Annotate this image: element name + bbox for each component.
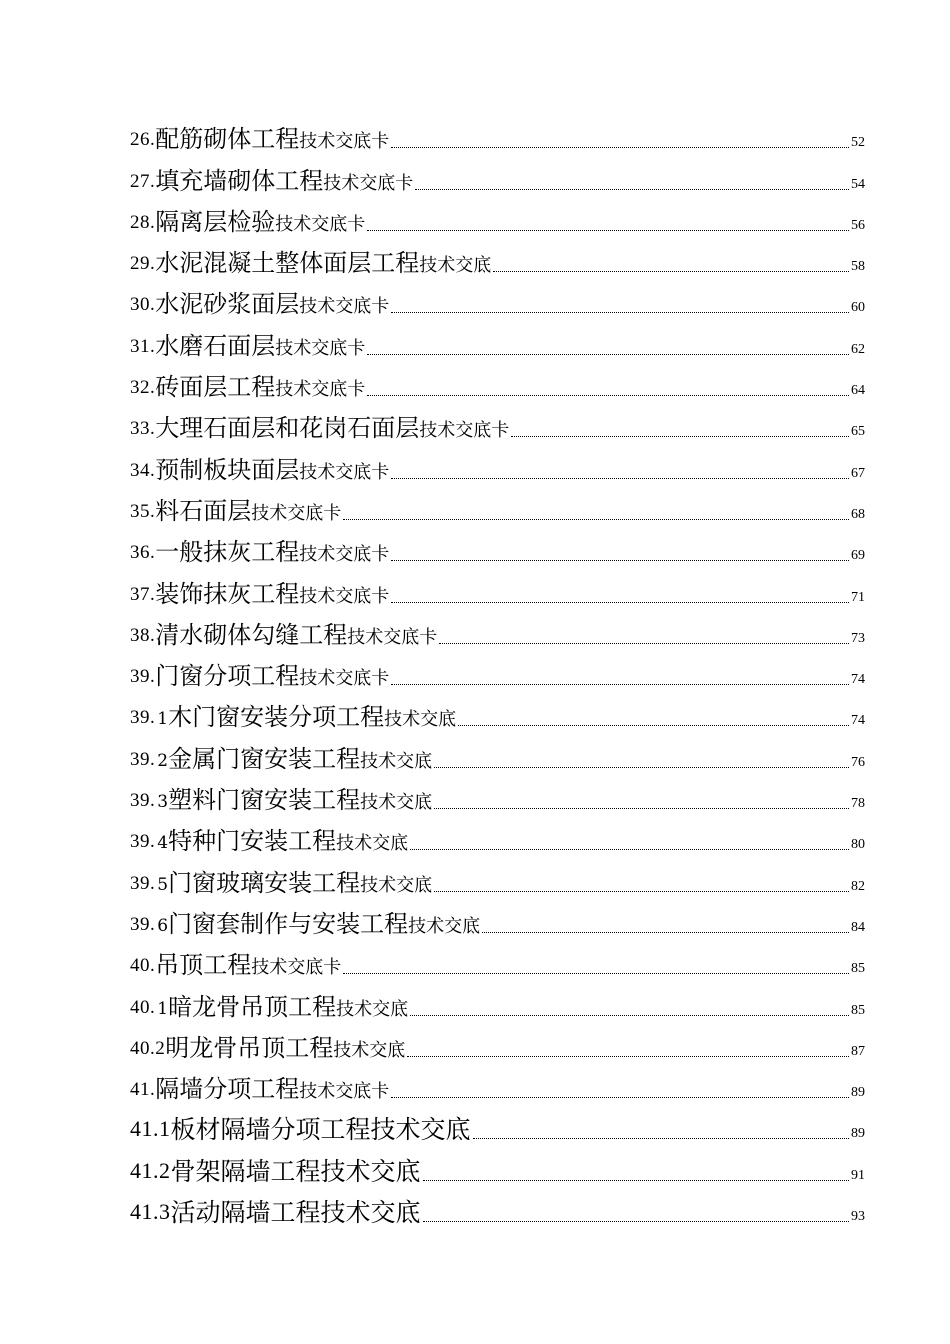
- toc-entry-number: 40.: [130, 996, 156, 1018]
- toc-entry-suffix: 技术交底卡: [275, 213, 366, 235]
- toc-entry-number: 29.: [130, 253, 156, 275]
- toc-entry-page: 80: [851, 837, 865, 853]
- toc-entry-number: 38.: [130, 624, 156, 646]
- toc-entry-suffix: 技术交底卡: [251, 957, 342, 979]
- toc-entry-page: 60: [851, 300, 865, 316]
- toc-entry-suffix: 技术交底卡: [275, 337, 366, 359]
- dot-leader: [391, 560, 849, 561]
- toc-entry-title: 活动隔墙工程: [170, 1198, 321, 1228]
- toc-entry-subnumber: 1: [157, 709, 169, 730]
- toc-entry-number: 31.: [130, 335, 156, 357]
- toc-entry-page: 84: [851, 919, 865, 935]
- toc-entry-suffix: 技术交底: [336, 998, 409, 1020]
- toc-entry-suffix: 技术交底卡: [299, 461, 390, 483]
- toc-entry[interactable]: [130, 444, 865, 485]
- toc-entry[interactable]: [130, 899, 865, 940]
- toc-entry-number: 39.: [130, 666, 156, 688]
- toc-entry-suffix: 技术交底: [408, 915, 481, 937]
- toc-entry-suffix: 技术交底卡: [251, 502, 342, 524]
- dot-leader: [391, 1097, 849, 1098]
- toc-entry-suffix: 技术交底卡: [347, 626, 438, 648]
- toc-entry-number: 41.1: [130, 1116, 171, 1142]
- toc-entry-page: 73: [851, 630, 865, 646]
- toc-entry-subnumber: 1: [157, 998, 169, 1019]
- toc-entry-title: 骨架隔墙工程: [170, 1156, 321, 1186]
- toc-entry-page: 74: [851, 713, 865, 729]
- toc-entry-page: 93: [851, 1209, 865, 1225]
- toc-entry-title: 大理石面层和花岗石面层: [155, 414, 420, 443]
- toc-entry-title: 暗龙骨吊顶工程: [168, 992, 337, 1021]
- toc-entry-suffix: 技术交底: [320, 1156, 421, 1186]
- table-of-contents: [130, 114, 865, 1229]
- toc-entry-page: 76: [851, 754, 865, 770]
- toc-entry[interactable]: [130, 362, 865, 403]
- toc-entry-title: 一般抹灰工程: [155, 538, 300, 567]
- toc-entry[interactable]: [130, 1146, 865, 1187]
- toc-entry-number: 39.: [130, 748, 156, 770]
- toc-entry-subnumber: 5: [157, 874, 169, 895]
- toc-entry-number: 28.: [130, 211, 156, 233]
- toc-entry-suffix: 技术交底: [320, 1198, 421, 1228]
- dot-leader: [415, 189, 849, 190]
- toc-entry-suffix: 技术交底: [360, 750, 433, 772]
- toc-entry[interactable]: [130, 1105, 865, 1146]
- toc-entry-title: 塑料门窗安装工程: [168, 786, 361, 815]
- toc-entry-title: 砖面层工程: [155, 373, 276, 402]
- toc-entry[interactable]: [130, 403, 865, 444]
- toc-entry-title: 水泥混凝土整体面层工程: [155, 249, 420, 278]
- toc-entry-suffix: 技术交底: [360, 874, 433, 896]
- toc-entry[interactable]: [130, 692, 865, 733]
- dot-leader: [423, 1180, 849, 1181]
- toc-entry-number: 35.: [130, 500, 156, 522]
- toc-entry-suffix: 技术交底卡: [299, 296, 390, 318]
- toc-entry[interactable]: [130, 527, 865, 568]
- toc-entry-title: 隔离层检验: [155, 207, 276, 236]
- dot-leader: [434, 767, 849, 768]
- toc-entry-page: 74: [851, 672, 865, 688]
- toc-entry-page: 52: [851, 135, 865, 151]
- toc-entry[interactable]: [130, 279, 865, 320]
- toc-entry-title: 门窗玻璃安装工程: [168, 868, 361, 897]
- toc-entry-number: 34.: [130, 459, 156, 481]
- toc-entry-title: 板材隔墙分项工程技术交底: [170, 1115, 471, 1145]
- toc-entry-page: 89: [851, 1085, 865, 1101]
- toc-entry-suffix: 技术交底: [419, 255, 492, 277]
- toc-entry[interactable]: [130, 651, 865, 692]
- toc-entry-page: 65: [851, 424, 865, 440]
- toc-entry-number: 41.3: [130, 1199, 171, 1225]
- toc-entry-number: 27.: [130, 170, 156, 192]
- toc-entry-number: 33.: [130, 418, 156, 440]
- toc-entry-number: 39.: [130, 872, 156, 894]
- toc-entry-title: 金属门窗安装工程: [168, 744, 361, 773]
- dot-leader: [434, 808, 849, 809]
- dot-leader: [410, 849, 849, 850]
- dot-leader: [391, 478, 849, 479]
- dot-leader: [367, 395, 849, 396]
- toc-entry-number: 40.: [130, 955, 156, 977]
- toc-entry-page: 71: [851, 589, 865, 605]
- dot-leader: [367, 354, 849, 355]
- toc-entry-suffix: 技术交底卡: [299, 668, 390, 690]
- toc-entry[interactable]: [130, 1064, 865, 1105]
- toc-entry-suffix: 技术交底卡: [299, 544, 390, 566]
- toc-entry-title: 填充墙砌体工程: [155, 166, 324, 195]
- dot-leader: [423, 1221, 849, 1222]
- dot-leader: [391, 684, 849, 685]
- toc-entry[interactable]: [130, 114, 865, 155]
- dot-leader: [458, 725, 849, 726]
- dot-leader: [439, 643, 849, 644]
- toc-entry-title: 木门窗安装分项工程: [168, 703, 385, 732]
- toc-entry-suffix: 技术交底卡: [275, 379, 366, 401]
- toc-entry-page: 64: [851, 383, 865, 399]
- toc-entry-suffix: 技术交底: [384, 709, 457, 731]
- toc-entry-title: 清水砌体勾缝工程: [155, 620, 348, 649]
- toc-entry-page: 62: [851, 341, 865, 357]
- dot-leader: [493, 271, 849, 272]
- toc-entry[interactable]: [130, 981, 865, 1022]
- toc-entry-page: 67: [851, 465, 865, 481]
- toc-entry-title: 特种门安装工程: [168, 827, 337, 856]
- toc-entry-page: 85: [851, 961, 865, 977]
- toc-entry[interactable]: [130, 155, 865, 196]
- toc-entry[interactable]: [130, 568, 865, 609]
- toc-entry-page: 91: [851, 1167, 865, 1183]
- dot-leader: [407, 1056, 849, 1057]
- toc-entry-title: 装饰抹灰工程: [155, 579, 300, 608]
- toc-entry-number: 32.: [130, 377, 156, 399]
- toc-entry-title: 水磨石面层: [155, 331, 276, 360]
- toc-entry-suffix: 技术交底: [360, 792, 433, 814]
- toc-entry-page: 85: [851, 1002, 865, 1018]
- dot-leader: [482, 932, 849, 933]
- toc-entry[interactable]: [130, 238, 865, 279]
- dot-leader: [367, 230, 849, 231]
- toc-entry[interactable]: [130, 1188, 865, 1229]
- toc-entry-number: 26.: [130, 129, 156, 151]
- toc-entry-page: 54: [851, 176, 865, 192]
- toc-entry-page: 78: [851, 796, 865, 812]
- toc-entry-number: 41.2: [130, 1157, 171, 1183]
- toc-entry-number: 39.: [130, 913, 156, 935]
- dot-leader: [511, 436, 849, 437]
- toc-entry-subnumber: 4: [157, 833, 169, 854]
- toc-entry-number: 39.: [130, 707, 156, 729]
- toc-entry-suffix: 技术交底卡: [299, 585, 390, 607]
- toc-entry-title: 料石面层: [155, 496, 252, 525]
- toc-entry-page: 56: [851, 217, 865, 233]
- toc-entry-title: 预制板块面层: [155, 455, 300, 484]
- toc-entry-suffix: 技术交底卡: [323, 172, 414, 194]
- dot-leader: [391, 602, 849, 603]
- toc-entry-suffix: 技术交底卡: [299, 1081, 390, 1103]
- dot-leader: [343, 973, 849, 974]
- dot-leader: [434, 891, 849, 892]
- toc-entry[interactable]: [130, 320, 865, 361]
- toc-entry-title: 吊顶工程: [155, 951, 252, 980]
- toc-entry-page: 69: [851, 548, 865, 564]
- dot-leader: [391, 312, 849, 313]
- toc-entry[interactable]: [130, 1023, 865, 1064]
- toc-entry[interactable]: [130, 610, 865, 651]
- toc-entry-subnumber: 3: [157, 792, 169, 813]
- toc-entry-page: 58: [851, 259, 865, 275]
- toc-entry-title: 隔墙分项工程: [155, 1075, 300, 1104]
- toc-entry[interactable]: [130, 733, 865, 774]
- dot-leader: [343, 519, 849, 520]
- toc-entry-page: 68: [851, 506, 865, 522]
- toc-entry-number: 39.: [130, 831, 156, 853]
- toc-entry-page: 87: [851, 1043, 865, 1059]
- toc-entry-title: 明龙骨吊顶工程: [165, 1033, 334, 1062]
- toc-entry-suffix: 技术交底: [333, 1039, 406, 1061]
- toc-entry[interactable]: [130, 857, 865, 898]
- toc-entry[interactable]: [130, 197, 865, 238]
- toc-entry-number: 39.: [130, 790, 156, 812]
- toc-entry-title: 门窗分项工程: [155, 662, 300, 691]
- toc-entry-subnumber: 6: [157, 915, 169, 936]
- toc-entry-subnumber: 2: [157, 750, 169, 771]
- toc-entry-page: 82: [851, 878, 865, 894]
- toc-entry-number: 41.: [130, 1079, 156, 1101]
- toc-entry-suffix: 技术交底卡: [299, 131, 390, 153]
- toc-entry-suffix: 技术交底: [336, 833, 409, 855]
- toc-entry-suffix: 技术交底卡: [419, 420, 510, 442]
- toc-entry-title: 水泥砂浆面层: [155, 290, 300, 319]
- toc-entry[interactable]: [130, 940, 865, 981]
- toc-entry-number: 30.: [130, 294, 156, 316]
- toc-entry[interactable]: [130, 486, 865, 527]
- dot-leader: [473, 1138, 849, 1139]
- toc-entry-title: 门窗套制作与安装工程: [168, 909, 409, 938]
- toc-entry-number: 37.: [130, 583, 156, 605]
- toc-entry-number: 40.2: [130, 1037, 166, 1059]
- toc-entry-page: 89: [851, 1126, 865, 1142]
- dot-leader: [410, 1015, 849, 1016]
- toc-entry[interactable]: [130, 775, 865, 816]
- toc-entry-title: 配筋砌体工程: [155, 125, 300, 154]
- toc-entry-number: 36.: [130, 542, 156, 564]
- toc-entry[interactable]: [130, 816, 865, 857]
- dot-leader: [391, 147, 849, 148]
